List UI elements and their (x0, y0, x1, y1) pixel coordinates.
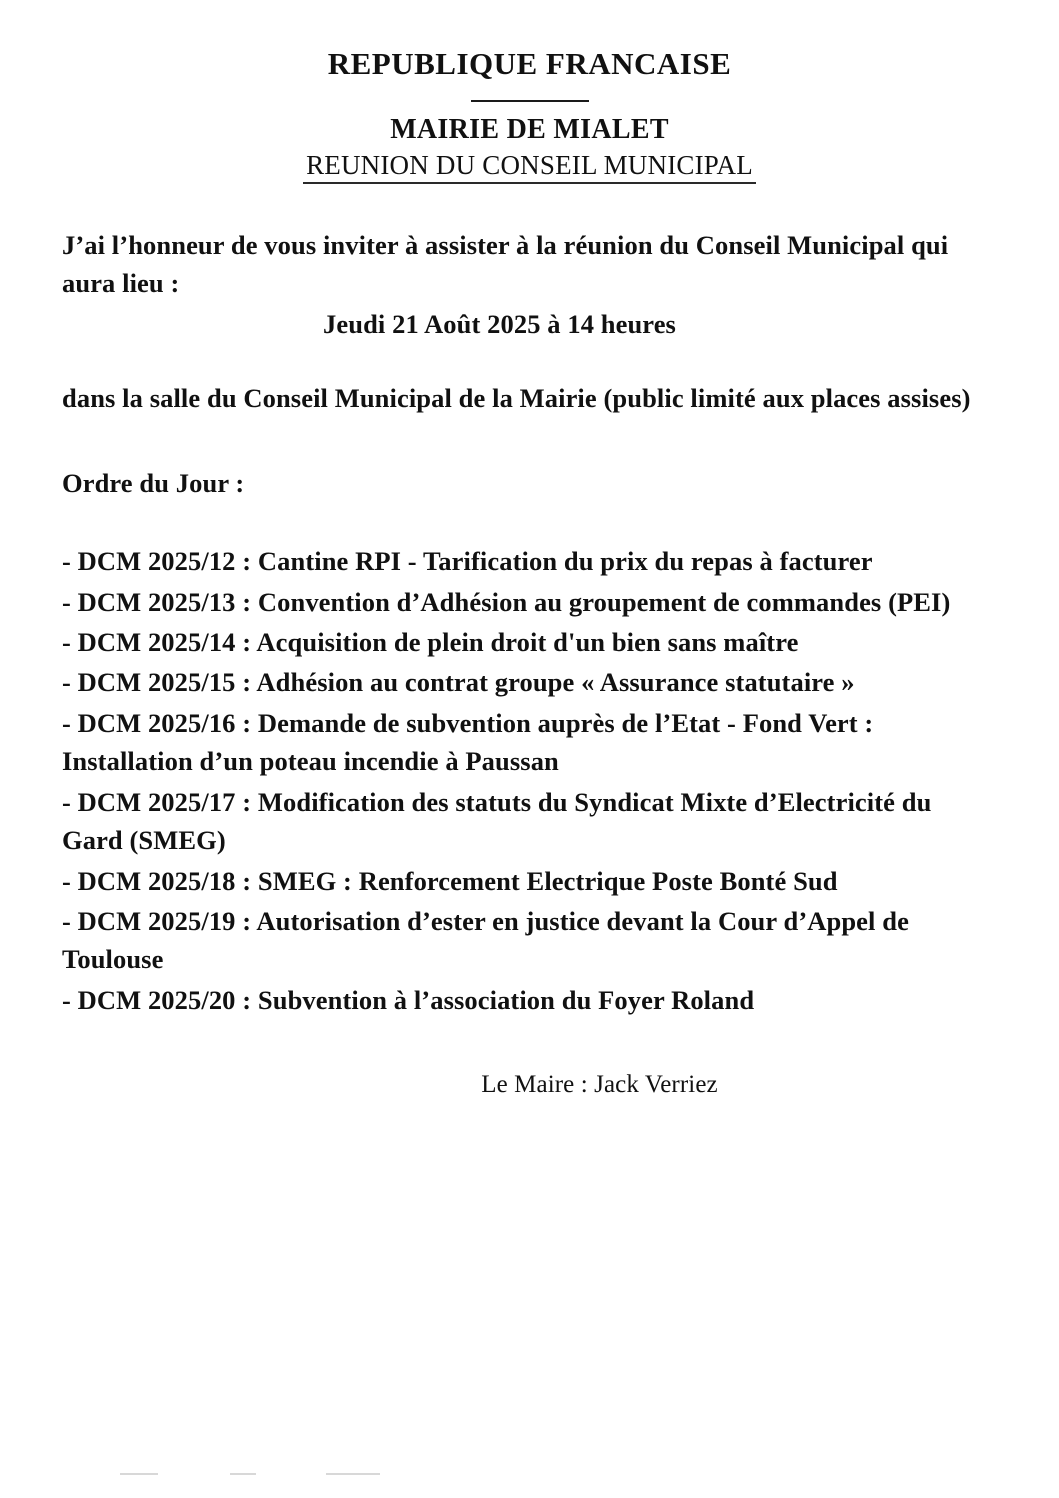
venue-paragraph: dans la salle du Conseil Municipal de la Mairie (public limité aux places assises) (62, 383, 971, 414)
meeting-datetime: Jeudi 21 Août 2025 à 14 heures (323, 308, 676, 339)
list-item: - DCM 2025/20 : Subvention à l’association du Foyer Roland (62, 984, 755, 1015)
list-item: - DCM 2025/13 : Convention d’Adhésion au groupement de commandes (PEI) (62, 586, 951, 617)
list-item: - DCM 2025/18 : SMEG : Renforcement Electrique Poste Bonté Sud (62, 865, 838, 896)
document-body (62, 226, 997, 1103)
list-item: - DCM 2025/19 : Autorisation d’ester en justice devant la Cour d’Appel de Toulouse (62, 905, 909, 975)
divider-line (471, 100, 589, 102)
list-item: - DCM 2025/16 : Demande de subvention auprès de l’Etat - Fond Vert : Installation d’un poteau incendie à Paussan (62, 707, 874, 777)
agenda-title: Ordre du Jour : (62, 467, 245, 498)
signature-line: Le Maire : Jack Verriez (481, 1071, 718, 1099)
invitation-paragraph: J’ai l’honneur de vous inviter à assister à la réunion du Conseil Municipal qui aura lieu : (62, 230, 949, 299)
document-header (62, 46, 997, 184)
republic-heading: REPUBLIQUE FRANCAISE (327, 46, 732, 81)
header-divider (62, 88, 997, 114)
list-item: - DCM 2025/14 : Acquisition de plein droit d'un bien sans maître (62, 627, 799, 657)
list-item: - DCM 2025/15 : Adhésion au contrat groupe « Assurance statutaire » (62, 667, 855, 698)
mairie-heading: MAIRIE DE MIALET (390, 114, 669, 145)
reunion-subheading: REUNION DU CONSEIL MUNICIPAL (303, 150, 756, 184)
list-item: - DCM 2025/17 : Modification des statuts du Syndicat Mixte d’Electricité du Gard (SMEG) (62, 786, 932, 856)
list-item: - DCM 2025/12 : Cantine RPI - Tarification du prix du repas à facturer (62, 546, 873, 577)
agenda-list (62, 542, 997, 1019)
scan-artifacts (120, 1473, 480, 1476)
